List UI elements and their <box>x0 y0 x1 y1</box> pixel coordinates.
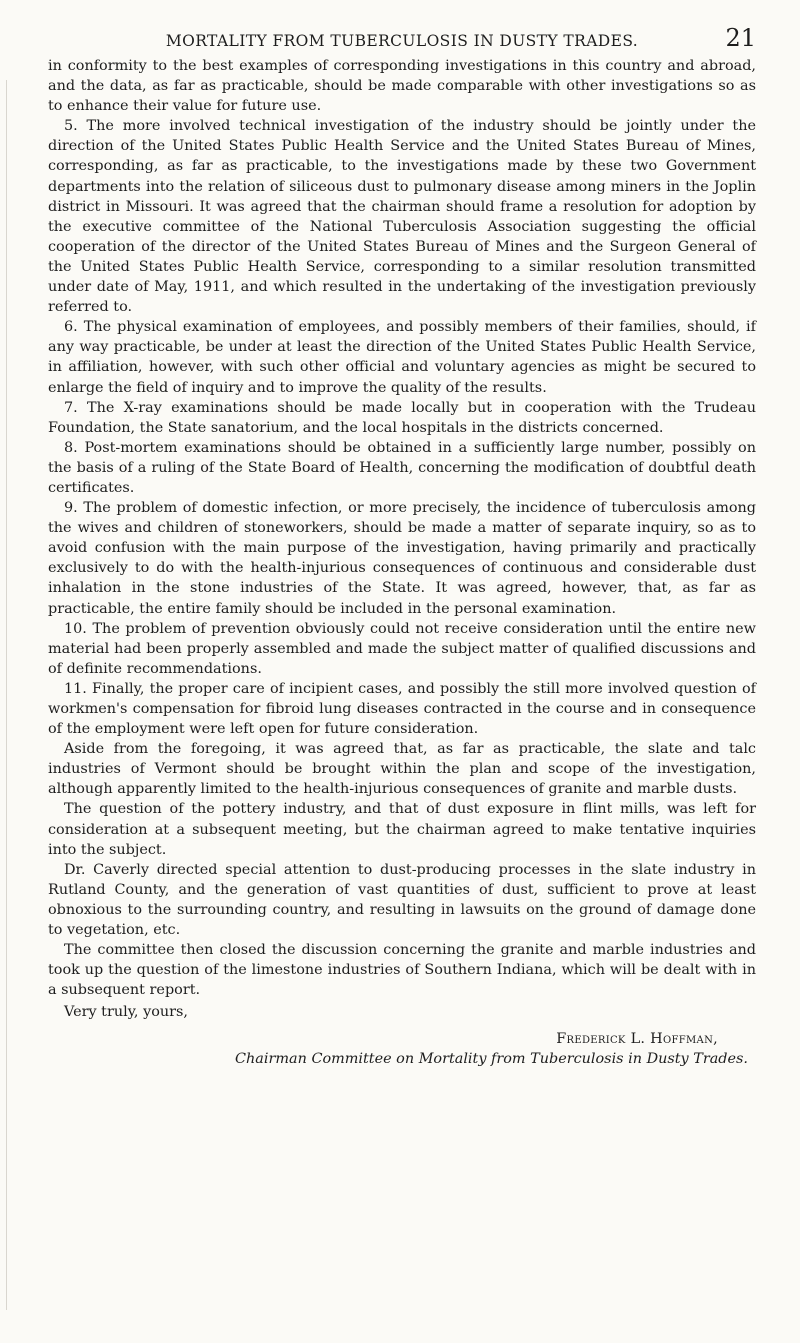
document-page <box>48 22 756 1069</box>
signer-title: Chairman Committee on Mortality from Tuberculosis in Dusty Trades. <box>235 1050 748 1067</box>
paragraph-item-6: 6. The physical examination of employees, and possibly members of their families, should, if any way practicable, be under at least the direction of the United States Public Health Service, in affiliation, however, with such other official and voluntary agencies as might be secured to enlarge the field of inquiry and to improve the quality of the results. <box>48 319 756 396</box>
signer-name: Frederick L. Hoffman, <box>556 1030 718 1047</box>
paragraph-item-7: 7. The X-ray examinations should be made locally but in cooperation with the Trudeau Foundation, the State sanatorium, and the local hospitals in the districts concerned. <box>48 399 756 436</box>
paragraph-caverly: Dr. Caverly directed special attention to dust-producing processes in the slate industry in Rutland County, and the generation of vast quantities of dust, sufficient to prove at least obnoxious to the surrounding country, and resulting in lawsuits on the ground of damage done to vegetation, etc. <box>48 861 756 939</box>
paragraph-item-11: 11. Finally, the proper care of incipient cases, and possibly the still more involved question of workmen's compensation for fibroid lung diseases contracted in the course and in consequence of the employment were left open for future consideration. <box>48 680 756 738</box>
letter-closing <box>48 1002 756 1068</box>
paragraph-item-9: 9. The problem of domestic infection, or more precisely, the incidence of tuberculosis among the wives and children of stoneworkers, should be made a matter of separate inquiry, so as to avoid confusion with the main purpose of the investigation, having primarily and practically exclusively to do with the health-injurious consequences of continuous and considerable dust inhalation in the stone industries of the State. It was agreed, however, that, as far as practicable, the entire family should be included in the personal examination. <box>48 500 756 617</box>
running-head: MORTALITY FROM TUBERCULOSIS IN DUSTY TRADES. <box>165 32 639 50</box>
page-number: 21 <box>725 24 756 52</box>
page-header <box>48 22 756 56</box>
paragraph-item-5: 5. The more involved technical investigation of the industry should be jointly under the direction of the United States Public Health Service and the United States Bureau of Mines, corresponding, as far as practicable, to the investigations made by these two Government departments into the relation of siliceous dust to pulmonary disease among miners in the Joplin district in Missouri. It was agreed that the chairman should frame a resolution for adoption by the executive committee of the National Tuberculosis Association suggesting the official cooperation of the director of the United States Bureau of Mines and the Surgeon General of the United States Public Health Service, corresponding to a similar resolution transmitted under date of May, 1911, and which resulted in the undertaking of the investigation previously referred to. <box>48 118 756 316</box>
paragraph-continuation: in conformity to the best examples of corresponding investigations in this country and abroad, and the data, as far as practicable, should be made comparable with other investigations so as to enhance their value for future use. <box>48 58 756 115</box>
paragraph-pottery: The question of the pottery industry, and that of dust exposure in flint mills, was left for consideration at a subsequent meeting, but the chairman agreed to make tentative inquiries into the subject. <box>48 801 756 858</box>
valediction: Very truly, yours, <box>64 1004 188 1021</box>
paragraph-slate-talc: Aside from the foregoing, it was agreed that, as far as practicable, the slate and talc industries of Vermont should be brought within the plan and scope of the investigation, although apparently limited to the health-injurious consequences of granite and marble dusts. <box>48 741 756 798</box>
paragraph-item-8: 8. Post-mortem examinations should be obtained in a sufficiently large number, possibly on the basis of a ruling of the State Board of Health, concerning the modification of doubtful death certificates. <box>48 439 756 496</box>
page-edge-shadow <box>6 80 7 1310</box>
paragraph-limestone: The committee then closed the discussion concerning the granite and marble industries and took up the question of the limestone industries of Southern Indiana, which will be dealt with in a subsequent report. <box>48 942 756 999</box>
paragraph-item-10: 10. The problem of prevention obviously could not receive consideration until the entire new material had been properly assembled and made the subject matter of qualified discussions and of definite recommendations. <box>48 620 756 677</box>
body-text <box>48 56 756 1000</box>
